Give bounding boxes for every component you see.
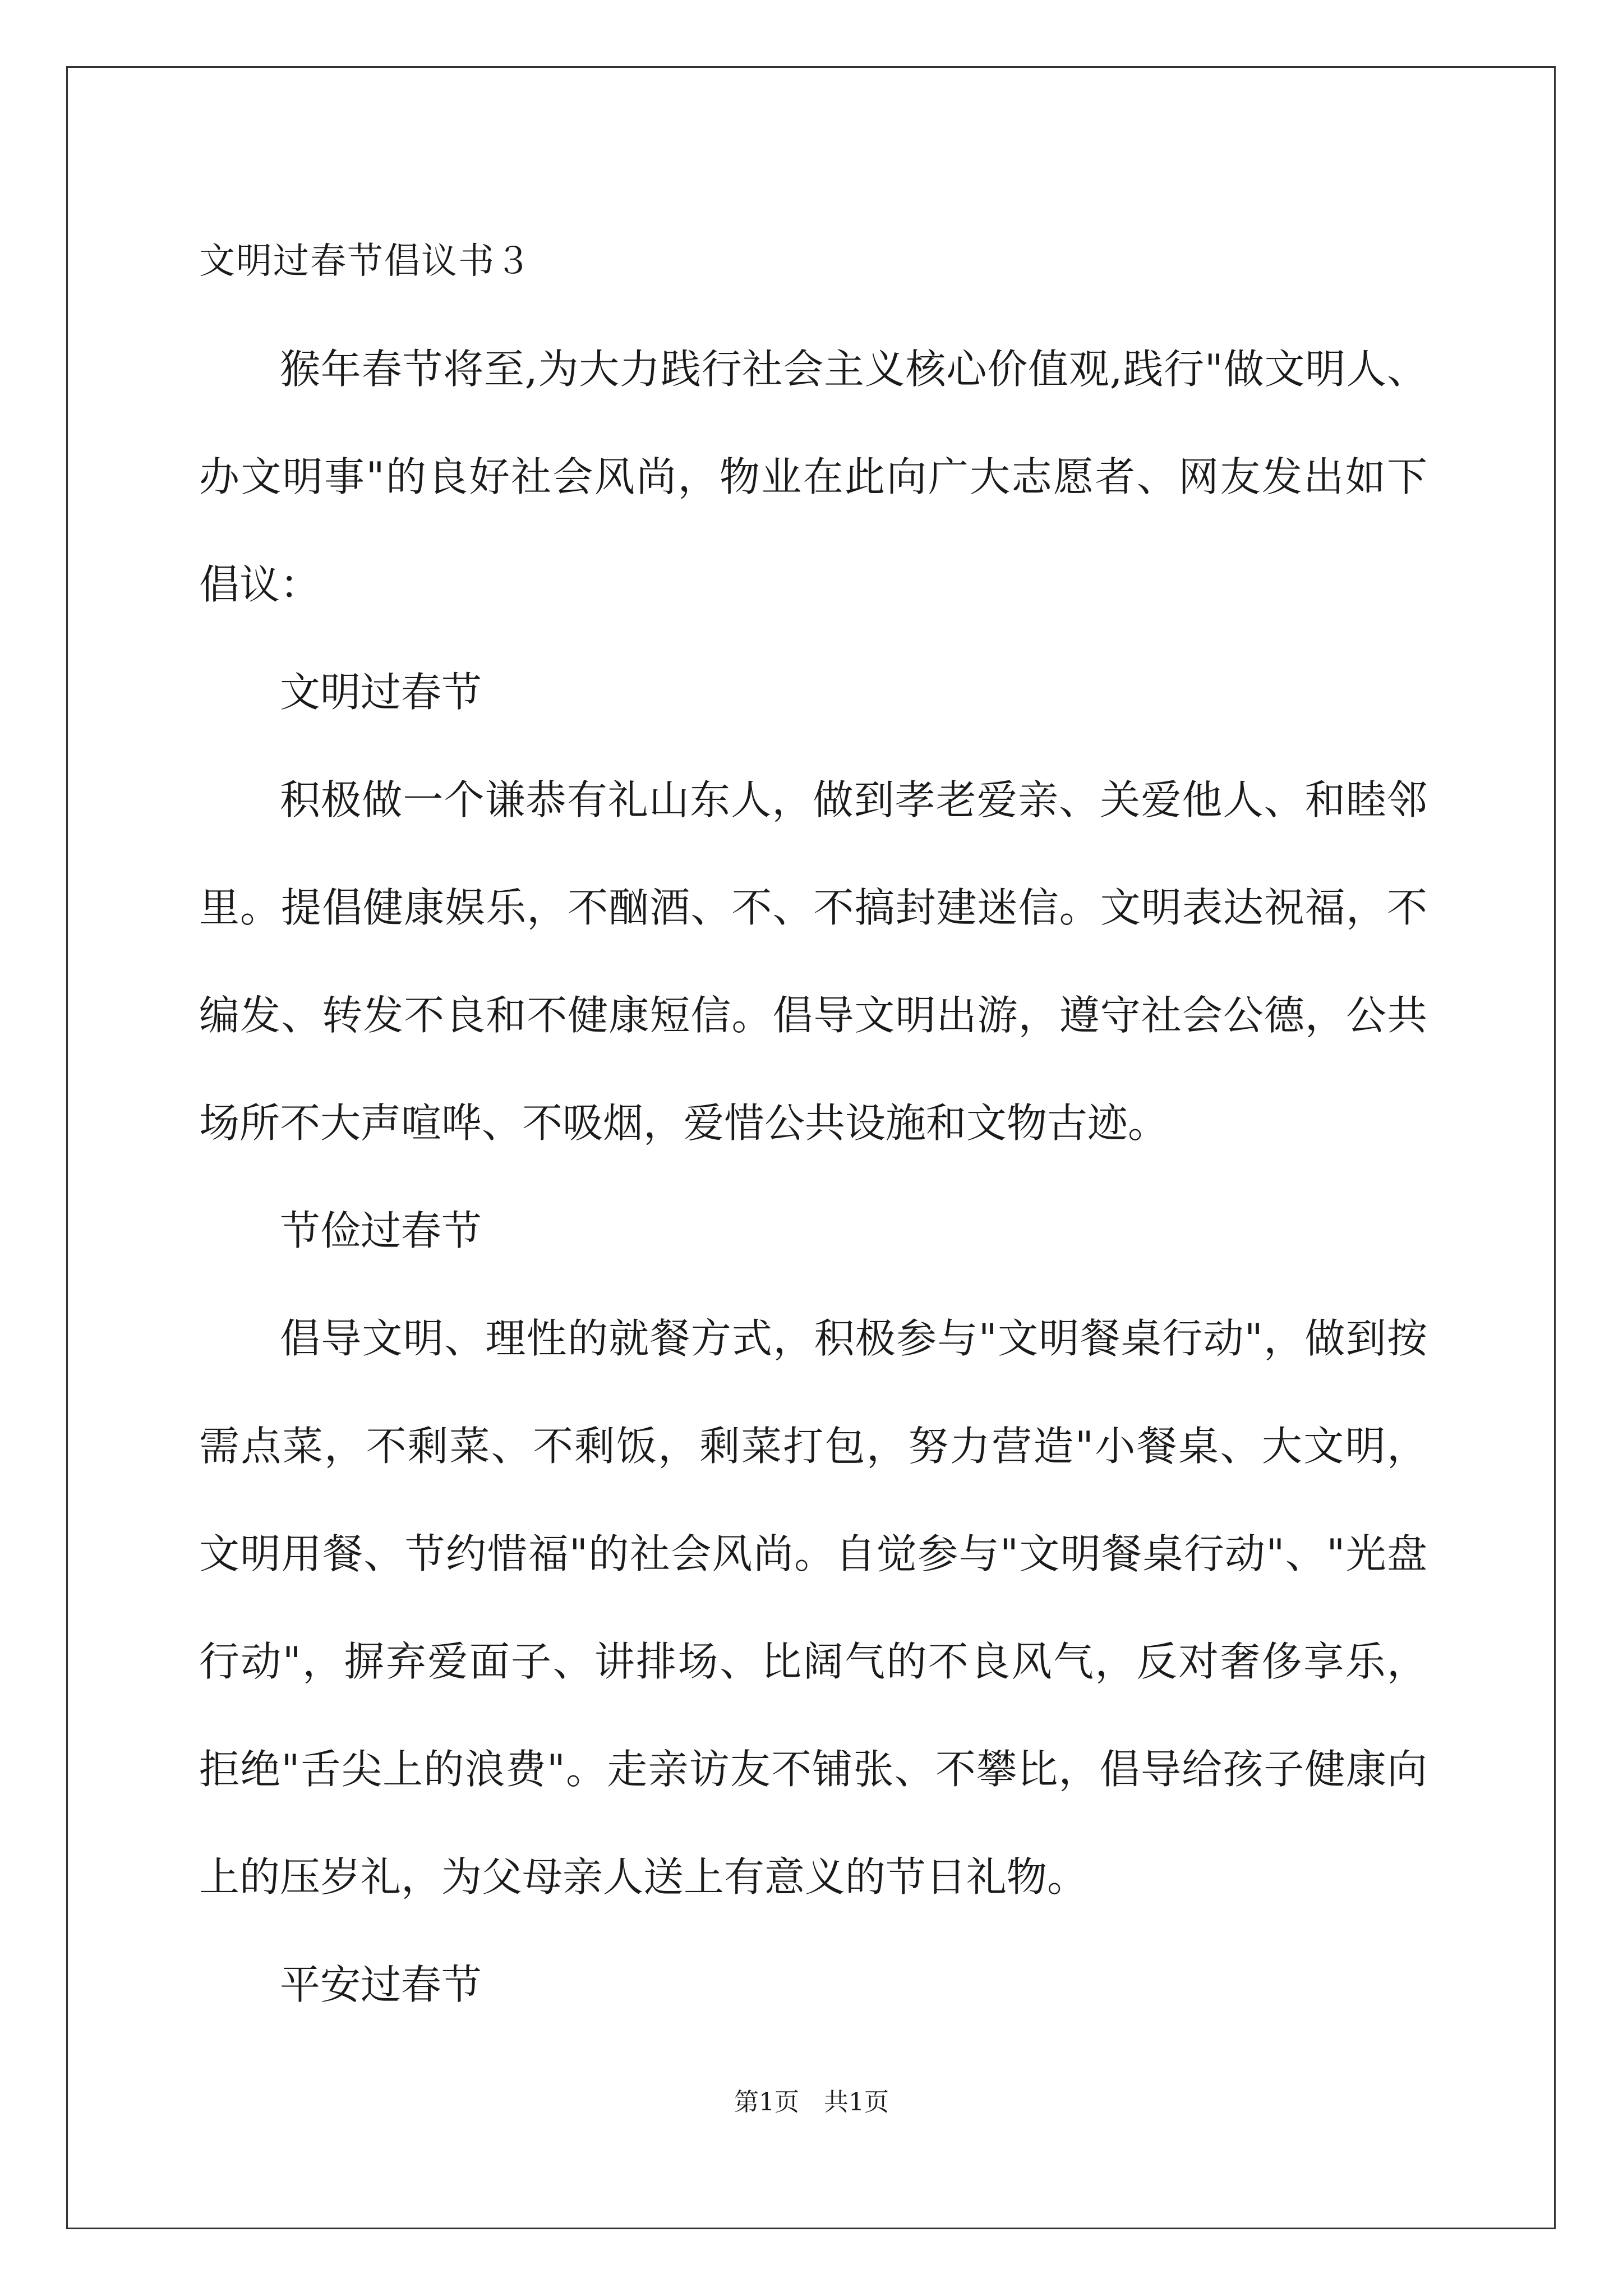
section-body: 积极做一个谦恭有礼山东人，做到孝老爱亲、关爱他人、和睦邻里。提倡健康娱乐，不酗酒、不、不搞封建迷信。文明表达祝福，不编发、转发不良和不健康短信。倡导文明出游，遵守社会公德，公共场所不大声喧哗、不吸烟，爱惜公共设施和文物古迹。 — [199, 776, 1427, 1147]
section-heading: 文明过春节 — [280, 669, 482, 716]
section-safe — [199, 1931, 1427, 2039]
section-heading: 平安过春节 — [280, 1961, 482, 2008]
document-body — [199, 208, 1427, 2039]
section-civilized — [199, 638, 1427, 1177]
section-heading: 节俭过春节 — [280, 1207, 482, 1254]
document-title: 文明过春节倡议书３ — [199, 241, 532, 282]
intro-paragraph: 猴年春节将至,为大力践行社会主义核心价值观,践行"做文明人、办文明事"的良好社会风尚，物业在此向广大志愿者、网友发出如下倡议： — [199, 346, 1427, 608]
page-footer: 第1页 共1页 — [734, 2088, 889, 2116]
section-body: 倡导文明、理性的就餐方式，积极参与"文明餐桌行动"，做到按需点菜，不剩菜、不剩饭，剩菜打包，努力营造"小餐桌、大文明，文明用餐、节约惜福"的社会风尚。自觉参与"文明餐桌行动"、"光盘行动"，摒弃爱面子、讲排场、比阔气的不良风气，反对奢侈享乐，拒绝"舌尖上的浪费"。走亲访友不铺张、不攀比，倡导给孩子健康向上的压岁礼，为父母亲人送上有意义的节日礼物。 — [199, 1315, 1427, 1901]
section-frugal — [199, 1177, 1427, 1931]
